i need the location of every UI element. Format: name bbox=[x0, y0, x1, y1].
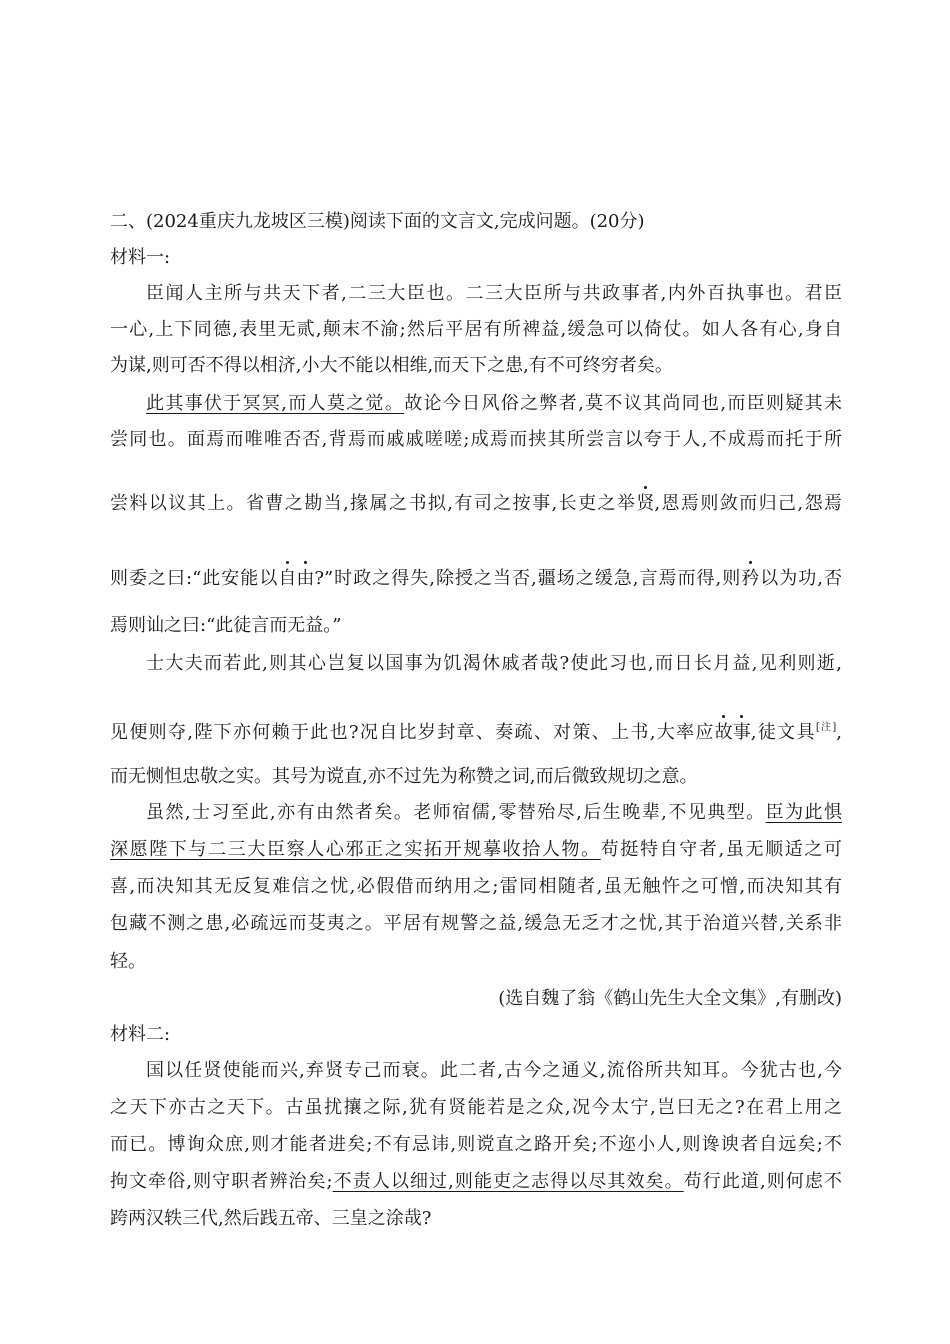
paragraph-line: 轻。 bbox=[110, 951, 146, 972]
question-header: 二、(2024重庆九龙坡区三模)阅读下面的文言文,完成问题。(20分) bbox=[110, 211, 645, 232]
paragraph-line: 国以任贤使能而兴,弃贤专己而衰。此二者,古今之通义,流俗所共知耳。今犹古也,今 bbox=[146, 1060, 842, 1081]
dotted-character: 事 bbox=[732, 722, 751, 743]
paragraph-line: 之天下亦古之天下。古虽扰攘之际,犹有贤能若是之众,况今太宁,岂曰无之?在君上用之 bbox=[110, 1097, 842, 1118]
underlined-sentence: 不责人以细过,则能吏之志得以尽其效矣。 bbox=[332, 1171, 684, 1192]
paragraph-line: 尝同也。面焉而唯唯否否,背焉而戚戚嗟嗟;成焉而挟其所尝言以夸于人,不成焉而托于所 bbox=[110, 429, 842, 450]
paragraph-line: 士大夫而若此,则其心岂复以国事为饥渴休戚者哉?使此习也,而日长月益,见利则逝, bbox=[146, 653, 842, 674]
paragraph-line: 臣闻人主所与共天下者,二三大臣也。二三大臣所与共政事者,内外百执事也。君臣 bbox=[146, 283, 842, 304]
material-two-title: 材料二: bbox=[110, 1024, 171, 1045]
dotted-character: 自 bbox=[278, 568, 297, 589]
paragraph-line: 喜,而决知其无反复难信之忧,必假借而纳用之;雷同相随者,虽无触忤之可憎,而决知其有 bbox=[110, 876, 842, 897]
underlined-sentence: 此其事伏于冥冥,而人莫之觉。 bbox=[146, 393, 405, 414]
paragraph-line: 而已。博询众庶,则才能者进矣;不有忌讳,则谠直之路开矣;不迩小人,则谗谀者自远矣;不 bbox=[110, 1134, 842, 1155]
dotted-character: 故 bbox=[714, 722, 733, 743]
paragraph-line: 虽然,士习至此,亦有由然者矣。老师宿儒,零替殆尽,后生晚辈,不见典型。臣为此惧 bbox=[146, 802, 842, 823]
material-one-title: 材料一: bbox=[110, 247, 171, 268]
paragraph-line: 为谋,则可否不得以相济,小大不能以相维,而天下之患,有不可终穷者矣。 bbox=[110, 355, 673, 376]
source-citation: (选自魏了翁《鹤山先生大全文集》,有删改) bbox=[498, 988, 842, 1009]
paragraph-line: 尝料以议其上。省曹之勘当,掾属之书拟,有司之按事,长吏之举贤,恩焉则敛而归己,怨焉 bbox=[110, 493, 842, 514]
paragraph-line: 深愿陛下与二三大臣察人心邪正之实拓开规摹收拾人物。苟挺特自守者,虽无顺适之可 bbox=[110, 839, 842, 860]
underlined-sentence: 臣为此惧 bbox=[765, 802, 842, 823]
dotted-character: 由 bbox=[296, 568, 315, 589]
paragraph-line: 此其事伏于冥冥,而人莫之觉。故论今日风俗之弊者,莫不议其尚同也,而臣则疑其未 bbox=[146, 393, 842, 414]
paragraph-line: 焉则讪之曰:“此徒言而无益。” bbox=[110, 615, 342, 636]
dotted-character: 贤 bbox=[636, 493, 655, 514]
paragraph-line: 见便则夺,陛下亦何赖于此也?况自比岁封章、奏疏、对策、上书,大率应故事,徒文具[注], bbox=[110, 722, 842, 743]
paragraph-line: 跨两汉轶三代,然后践五帝、三皇之涂哉? bbox=[110, 1208, 432, 1229]
footnote-marker: [注] bbox=[815, 722, 837, 733]
paragraph-line: 则委之曰:“此安能以自由?”时政之得失,除授之当否,疆场之缓急,言焉而得,则矜以为功,否 bbox=[110, 568, 842, 589]
paragraph-line: 一心,上下同德,表里无贰,颠末不渝;然后平居有所裨益,缓急可以倚仗。如人各有心,身自 bbox=[110, 319, 842, 340]
underlined-sentence: 深愿陛下与二三大臣察人心邪正之实拓开规摹收拾人物。 bbox=[110, 839, 601, 860]
paragraph-line: 拘文牵俗,则守职者辨治矣;不责人以细过,则能吏之志得以尽其效矣。苟行此道,则何虑不 bbox=[110, 1171, 842, 1192]
dotted-character: 矜 bbox=[741, 568, 760, 589]
paragraph-line: 而无恻怛忠敬之实。其号为谠直,亦不过先为称赞之词,而后微致规切之意。 bbox=[110, 766, 698, 787]
paragraph-line: 包藏不测之患,必疏远而芟夷之。平居有规警之益,缓急无乏才之忧,其于治道兴替,关系非 bbox=[110, 913, 842, 934]
